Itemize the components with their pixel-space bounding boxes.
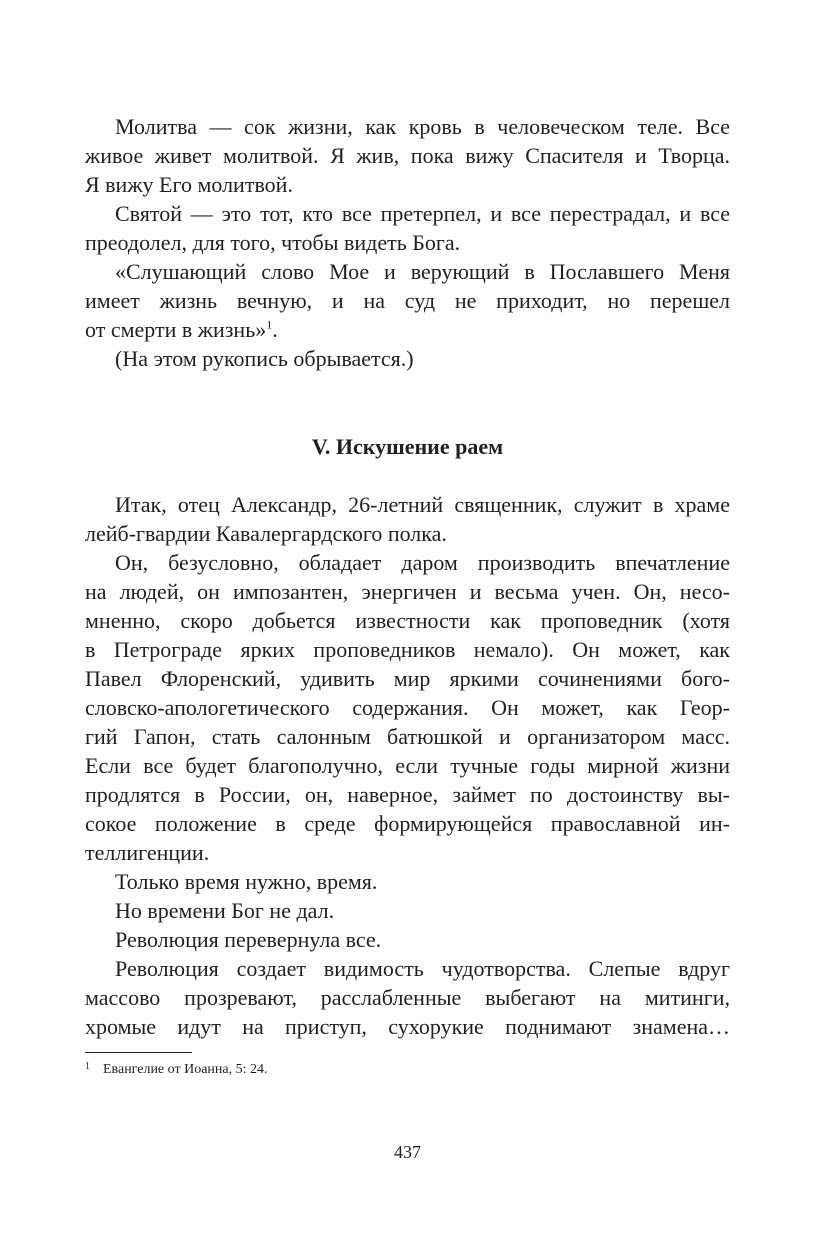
text-line: хромые идут на приступ, сухорукие поднимают знамена… bbox=[85, 1014, 730, 1039]
text-line: сокое положение в среде формирующейся православной ин- bbox=[85, 811, 730, 836]
quote-end-text: от смерти в жизнь» bbox=[85, 317, 267, 342]
text-line: лейб-гвардии Кавалергардского полка. bbox=[85, 521, 447, 546]
text-line: мненно, скоро добьется известности как проповедник (хотя bbox=[85, 608, 730, 633]
text-line: Павел Флоренский, удивить мир яркими сочинениями бого- bbox=[85, 666, 730, 691]
text-line: «Слушающий слово Мое и верующий в Пославшего Меня bbox=[115, 259, 730, 284]
footnote-separator bbox=[85, 1052, 192, 1053]
text-line: гий Гапон, стать салонным батюшкой и организатором масс. bbox=[85, 724, 730, 749]
text-line: Революция создает видимость чудотворства. Слепые вдруг bbox=[115, 956, 730, 981]
text-line: Революция перевернула все. bbox=[115, 927, 382, 952]
footnote-text: Евангелие от Иоанна, 5: 24. bbox=[103, 1062, 268, 1077]
text-line: от смерти в жизнь»$^1$. bbox=[85, 317, 278, 342]
text-line: Но времени Бог не дал. bbox=[115, 898, 335, 923]
text-line: имеет жизнь вечную, и на суд не приходит, но перешел bbox=[85, 288, 730, 313]
text-line: Он, безусловно, обладает даром производить впечатление bbox=[115, 550, 730, 575]
text-line: Итак, отец Александр, 26-летний священник, служит в храме bbox=[115, 492, 730, 517]
text-line: в Петрограде ярких проповедников немало). Он может, как bbox=[85, 637, 730, 662]
text-line: Молитва — сок жизни, как кровь в человеческом теле. Все bbox=[115, 114, 730, 139]
footnote bbox=[85, 1060, 268, 1080]
text-line: продлятся в России, он, наверное, займет по достоинству вы- bbox=[85, 782, 730, 807]
book-page bbox=[85, 0, 730, 1240]
text-line: теллигенции. bbox=[85, 840, 210, 865]
page-number: 437 bbox=[394, 1142, 421, 1162]
footnote-reference[interactable]: 1 bbox=[266, 317, 273, 332]
footnote-number: 1 bbox=[85, 1061, 90, 1072]
text-line: на людей, он импозантен, энергичен и весьма учен. Он, несо- bbox=[85, 579, 730, 604]
text-line: Если все будет благополучно, если тучные годы мирной жизни bbox=[85, 753, 730, 778]
text-line: (На этом рукопись обрывается.) bbox=[115, 346, 414, 371]
text-line: преодолел, для того, чтобы видеть Бога. bbox=[85, 230, 461, 255]
text-line: Святой — это тот, кто все претерпел, и все перестрадал, и все bbox=[115, 201, 730, 226]
text-line: живое живет молитвой. Я жив, пока вижу Спасителя и Творца. bbox=[85, 143, 730, 168]
text-line: словско-апологетического содержания. Он может, как Геор- bbox=[85, 695, 730, 720]
text-line: массово прозревают, расслабленные выбегают на митинги, bbox=[85, 985, 730, 1010]
section-heading: V. Искушение раем bbox=[311, 434, 504, 459]
text-line: Я вижу Его молитвой. bbox=[85, 172, 293, 197]
text-line: Только время нужно, время. bbox=[115, 869, 378, 894]
